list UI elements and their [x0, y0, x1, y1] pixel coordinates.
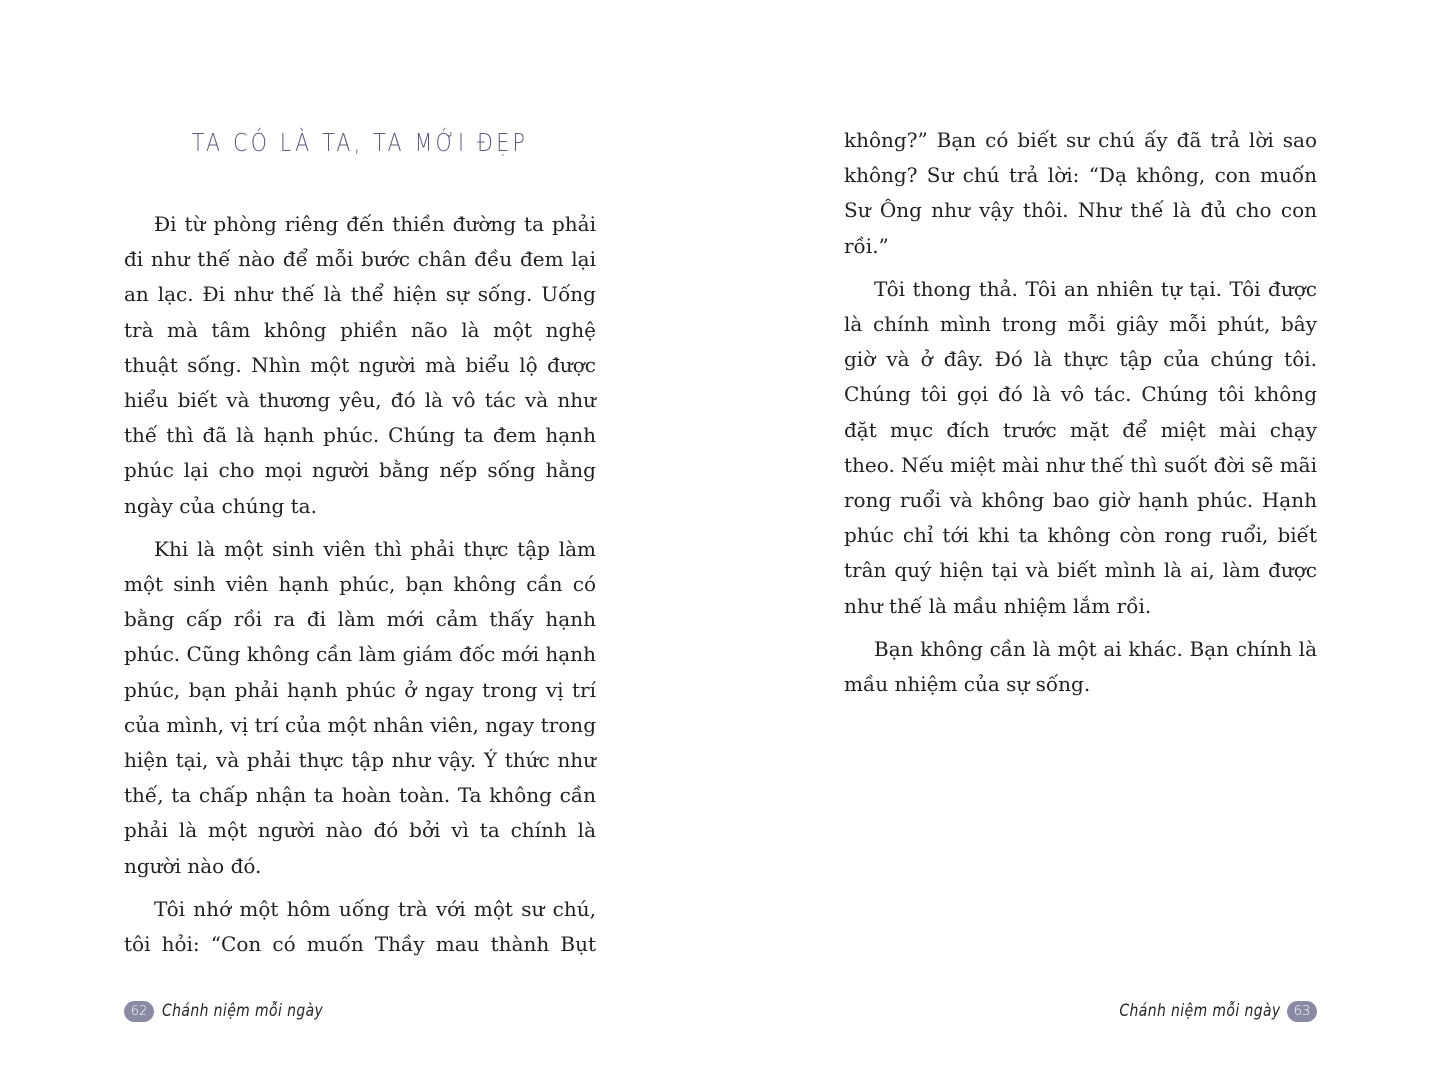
- paragraph: Đi từ phòng riêng đến thiền đường ta phải đi như thế nào để mỗi bước chân đều đem lại an lạc. Đi như thế là thể hiện sự sống. Uống trà mà tâm không phiền não là một nghệ thuật sống. Nhìn một người mà biểu lộ được hiểu biết và thương yêu, đó là vô tác và như thế thì đã là hạnh phúc. Chúng ta đem hạnh phúc lại cho mọi người bằng nếp sống hằng ngày của chúng ta.: [124, 212, 596, 518]
- left-footer: [124, 1000, 359, 1022]
- page-number-badge: 62: [124, 1001, 154, 1022]
- running-title: Chánh niệm mỗi ngày: [162, 1001, 324, 1021]
- left-body-text: [124, 207, 596, 962]
- running-title: Chánh niệm mỗi ngày: [1119, 1001, 1281, 1021]
- right-footer: [1084, 1000, 1317, 1022]
- chapter-title: TA CÓ LÀ TA, TA MỚI ĐẸP: [191, 128, 529, 157]
- paragraph: không?” Bạn có biết sư chú ấy đã trả lời sao không? Sư chú trả lời: “Dạ không, con muốn Sư Ông như vậy thôi. Như thế là đủ cho con rồi.”: [844, 128, 1317, 258]
- left-page: [0, 0, 720, 1087]
- page-number-badge: 63: [1287, 1001, 1317, 1022]
- right-page: [720, 0, 1441, 1087]
- right-body-text: [844, 123, 1317, 702]
- paragraph: Bạn không cần là một ai khác. Bạn chính là mầu nhiệm của sự sống.: [844, 636, 1317, 697]
- paragraph: Tôi thong thả. Tôi an nhiên tự tại. Tôi được là chính mình trong mỗi giây mỗi phút, bây giờ và ở đây. Đó là thực tập của chúng tôi. Chúng tôi gọi đó là vô tác. Chúng tôi không đặt mục đích trước mặt để miệt mài chạy theo. Nếu miệt mài như thế thì suốt đời sẽ mãi rong ruổi và không bao giờ hạnh phúc. Hạnh phúc chỉ tới khi ta không còn rong ruổi, biết trân quý hiện tại và biết mình là ai, làm được như thế là mầu nhiệm lắm rồi.: [844, 276, 1317, 618]
- paragraph: Khi là một sinh viên thì phải thực tập làm một sinh viên hạnh phúc, bạn không cần có bằng cấp rồi ra đi làm mới cảm thấy hạnh phúc. Cũng không cần làm giám đốc mới hạnh phúc, bạn phải hạnh phúc ở ngay trong vị trí của mình, vị trí của một nhân viên, ngay trong hiện tại, và phải thực tập như vậy. Ý thức như thế, ta chấp nhận ta hoàn toàn. Ta không cần phải là một người nào đó bởi vì ta chính là người nào đó.: [124, 536, 596, 878]
- paragraph: Tôi nhớ một hôm uống trà với một sư chú, tôi hỏi: “Con có muốn Thầy mau thành Bụt: [124, 896, 596, 957]
